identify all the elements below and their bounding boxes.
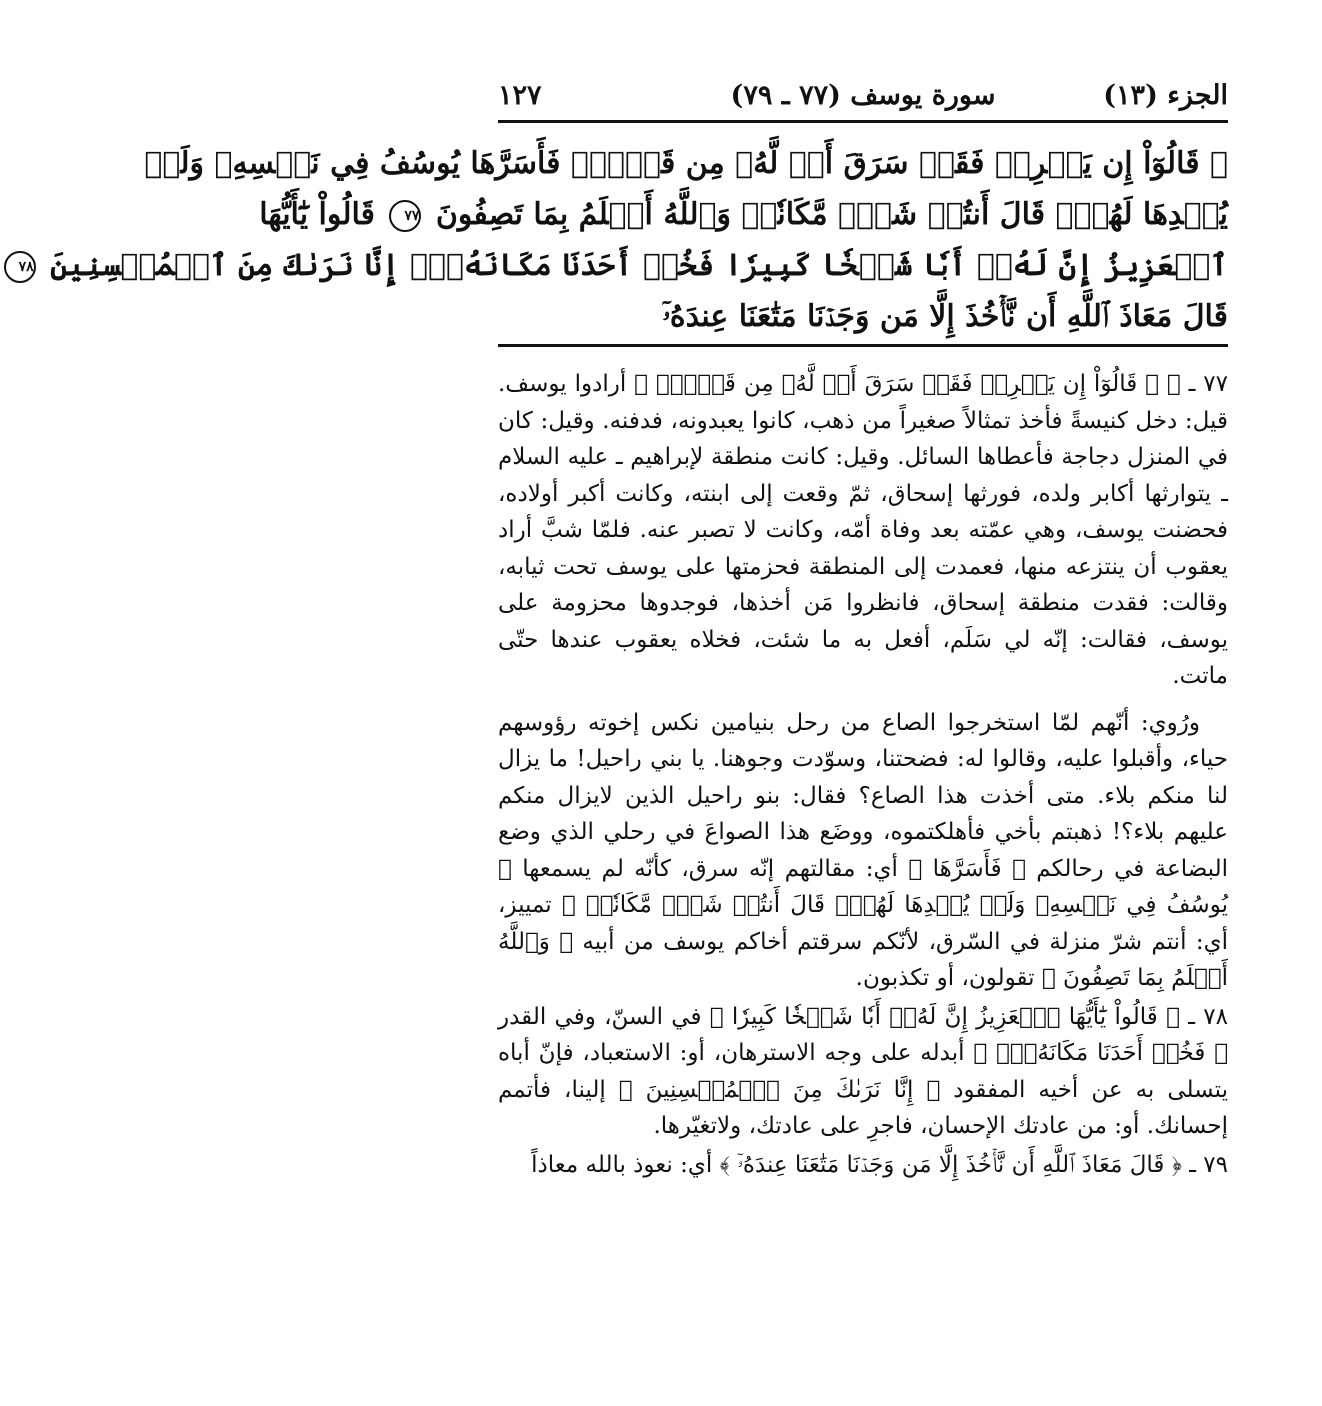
page-header (498, 74, 1228, 118)
commentary-paragraph: ٧٩ ـ ﴿ قَالَ مَعَاذَ ٱللَّهِ أَن نَّأۡخُذَ إِلَّا مَن وَجَدۡنَا مَتَٰعَنَا عِندَهُۥٓ ﴾ أي: نعوذ بالله معاذاً (531, 1151, 1228, 1178)
tafsir-commentary (498, 366, 1228, 1183)
page-number: ١٢٧ (498, 80, 542, 111)
commentary-paragraph: ورُوي: أنّهم لمّا استخرجوا الصاع من رحل بنيامين نكس إخوته رؤوسهم حياء، وأقبلوا عليه، وقالوا له: فضحتنا، وسوّدت وجوهنا. يا بني راحيل! ما يزال لنا منكم بلاء. متى أخذت هذا الصاع؟ فقال: بنو راحيل الذين لايزال منكم عليهم بلاء؟! ذهبتم بأخي فأهلكتموه، ووضَع هذا الصواعَ في رحلي الذي وضع البضاعة في رحالكم ﴿ فَأَسَرَّهَا ﴾ أي: مقالتهم إنّه سرق، كأنّه لم يسمعها ﴿ يُوسُفُ فِي نَفۡسِهِۦ وَلَمۡ يُبۡدِهَا لَهُمۡۚ قَالَ أَنتُمۡ شَرّٞ مَّكَانٗاۖ ﴾ تمييز، أي: أنتم شرّ منزلة في السّرق، لأنّكم سرقتم أخاكم يوسف من أبيه ﴿ وَٱللَّهُ أَعۡلَمُ بِمَا تَصِفُونَ ﴾ تقولون، أو تكذبون. (498, 709, 1228, 991)
commentary-paragraph: ٧٧ ـ ﴿ ۞ قَالُوٓاْ إِن يَسۡرِقۡ فَقَدۡ سَرَقَ أَخٞ لَّهُۥ مِن قَبۡلُۚ ﴾ أرادوا يوسف. قيل: دخل كنيسةً فأخذ تمثالاً صغيراً من ذهب، كانوا يعبدونه، فدفنه. وقيل: كان في المنزل دجاجة فأعطاها السائل. وقيل: كانت منطقة لإبراهيم ـ عليه السلام ـ يتوارثها أكابر ولده، فورثها إسحاق، ثمّ وقعت إلى ابنته، وكانت أكبر أولاده، فحضنت يوسف، وهي عمّته بعد وفاة أمّه، وكانت لا تصبر عنه. فلمّا شبَّ أراد يعقوب أن ينتزعه منها، فعمدت إلى المنطقة فحزمتها على يوسف تحت ثيابه، وقالت: فقدت منطقة إسحاق، فانظروا مَن أخذها، فوجدوها محزومة على يوسف، فقالت: إنّه لي سَلَم، أفعل به ما شئت، فخلاه يعقوب عندها حتّى ماتت. (498, 371, 1228, 689)
ayah-number-marker: ٧٧ (389, 200, 421, 232)
quran-divider (498, 344, 1228, 347)
quran-line-text: يُبۡدِهَا لَهُمۡۚ قَالَ أَنتُمۡ شَرّٞ مَّكَانٗاۖ وَٱللَّهُ أَعۡلَمُ بِمَا تَصِفُونَ (435, 197, 1228, 232)
commentary-paragraph: ٧٨ ـ ﴿ قَالُواْ يَٰٓأَيُّهَا ٱلۡعَزِيزُ إِنَّ لَهُۥٓ أَبٗا شَيۡخٗا كَبِيرٗا ﴾ في السنّ، وفي القدر ﴿ فَخُذۡ أَحَدَنَا مَكَانَهُۥٓۖ ﴾ أبدله على وجه الاسترهان، أو: الاستعباد، فإنّ أباه يتسلى به عن أخيه المفقود ﴿ إِنَّا نَرَىٰكَ مِنَ ٱلۡمُحۡسِنِينَ ﴾ إلينا، فأتمم إحسانك. أو: من عادتك الإحسان، فاجرِ على عادتك، ولاتغيّرها. (498, 1003, 1228, 1139)
header-divider (498, 120, 1228, 123)
quran-line-text: ۞ قَالُوٓاْ إِن يَسۡرِقۡ فَقَدۡ سَرَقَ أَخٞ لَّهُۥ مِن قَبۡلُۚ فَأَسَرَّهَا يُوسُفُ فِي نَفۡسِهِۦ وَلَمۡ (144, 146, 1228, 181)
juz-label: الجزء (١٣) (1103, 80, 1228, 111)
quran-line (498, 291, 1228, 342)
book-page (18, 0, 1322, 1406)
quran-line (144, 138, 1228, 189)
quran-text-block (18, 138, 1228, 342)
paragraph-gap (498, 695, 1228, 705)
quran-line (18, 240, 1228, 291)
quran-line-text: ٱلۡعَزِيزُ إِنَّ لَهُۥٓ أَبٗا شَيۡخٗا كَبِيرٗا فَخُذۡ أَحَدَنَا مَكَانَهُۥٓۖ إِنَّا نَرَىٰكَ مِنَ ٱلۡمُحۡسِنِينَ (50, 248, 1228, 283)
quran-line-text: قَالَ مَعَاذَ ٱللَّهِ أَن نَّأۡخُذَ إِلَّا مَن وَجَدۡنَا مَتَٰعَنَا عِندَهُۥٓ (662, 299, 1228, 334)
surah-title: سورة يوسف (٧٧ ـ ٧٩) (730, 80, 996, 111)
quran-line (259, 189, 1228, 240)
quran-line-text: قَالُواْ يَٰٓأَيُّهَا (259, 197, 375, 232)
ayah-number-marker: ٧٨ (4, 251, 36, 283)
